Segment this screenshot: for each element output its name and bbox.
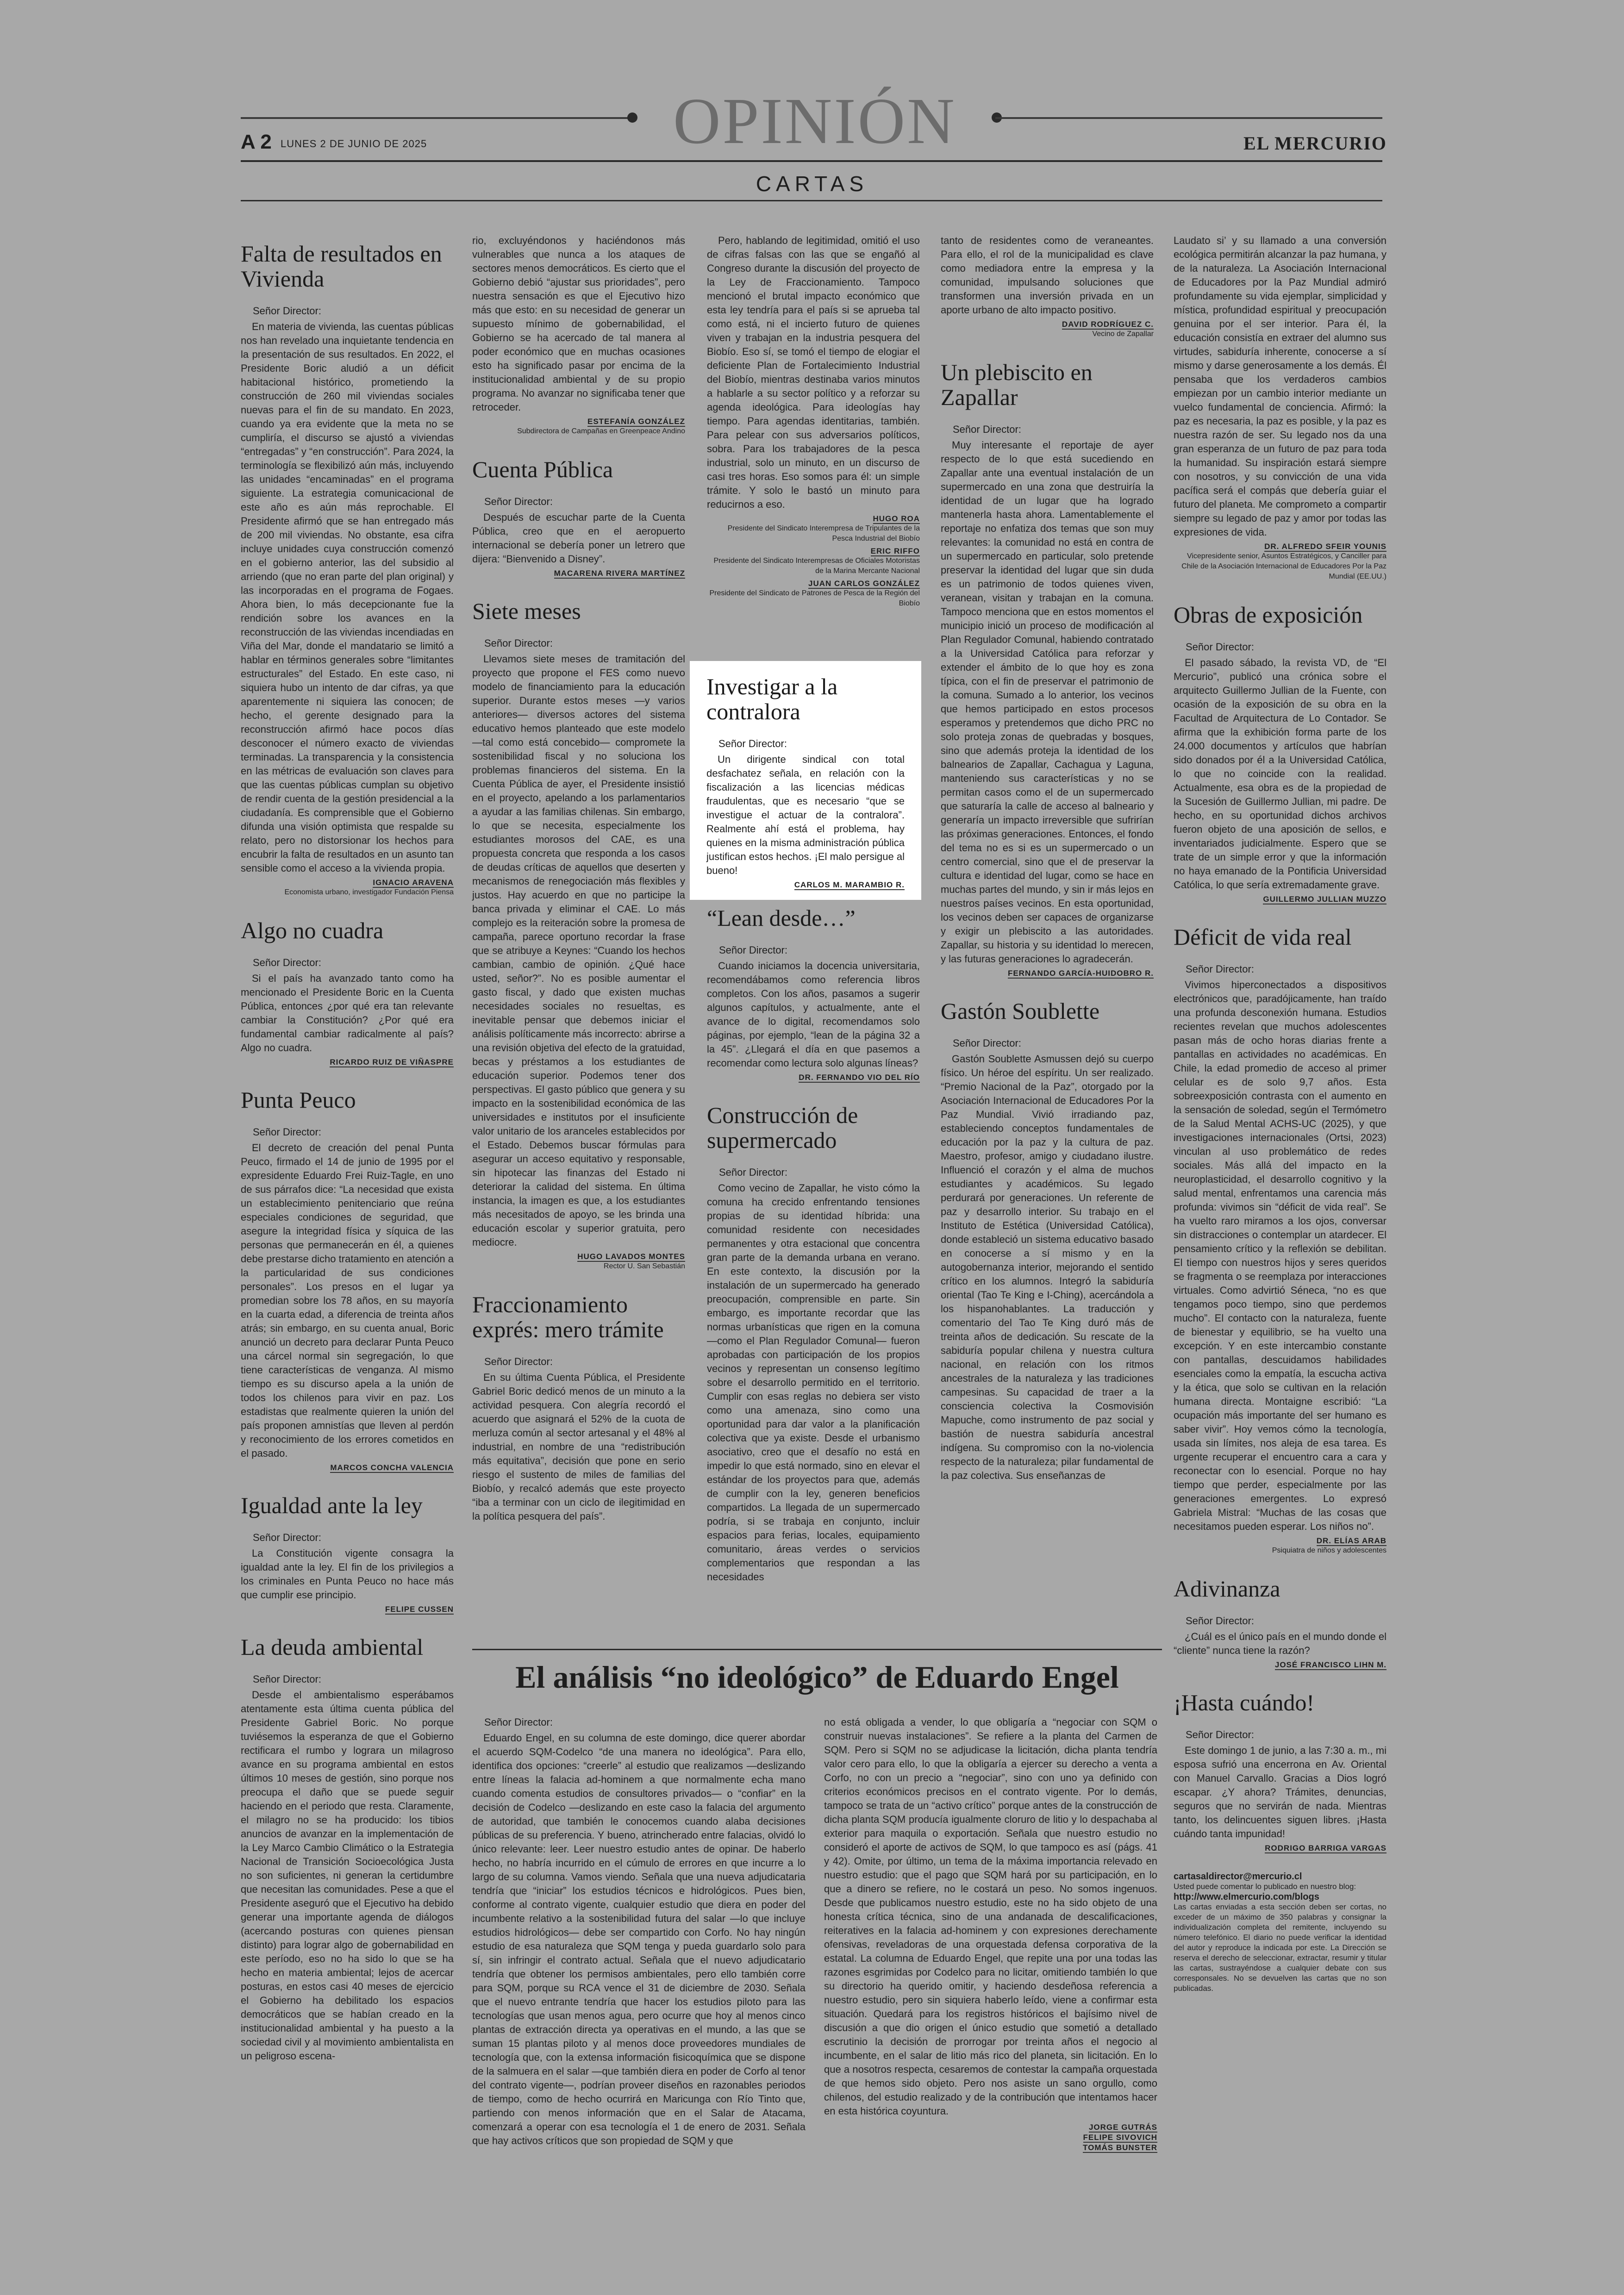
header-rule-left	[241, 117, 632, 119]
letter-salutation: Señor Director:	[253, 1673, 321, 1685]
column-1	[241, 234, 454, 2063]
letter-siete-meses	[472, 599, 685, 1272]
letter-punta-peuco	[241, 1087, 454, 1472]
letter-gaston-soublette	[941, 998, 1154, 1483]
letter-salutation: Señor Director:	[1186, 963, 1254, 975]
letter-body: Como vecino de Zapallar, he visto cómo la comuna ha crecido enfrentando tensiones propias de su identidad híbrida: una comunidad residente con necesidades permanentes y otra estacional que concentra gran parte de la demanda urbana en verano. En este contexto, la discusión por la instalación de un supermercado ha generado preocupación, comprensible en parte. Sin embargo, es importante recordar que las normas urbanísticas que rigen en la comuna —como el Plan Regulador Comunal— fueron aprobadas con participación de los propios vecinos y representan un consenso legítimo sobre el desarrollo permitido en el territorio. Cumplir con esas reglas no debiera ser visto como una amenaza, sino como una oportunidad para dar valor a la planificación colectiva que ya existe. Desde el urbanismo asociativo, creo que el desafío no está en impedir lo que está normado, sino en elevar el estándar de los proyectos para que, además de cumplir con la ley, generen beneficios compartidos. La llegada de un supermercado podría, si se trabaja en conjunto, incluir espacios para ferias, locales, equipamiento comunitario, áreas verdes o servicios complementarios que respondan a las necesidades	[707, 1182, 920, 1583]
letter-title: Cuenta Pública	[472, 456, 613, 482]
letter-affiliation: Vecino de Zapallar	[1092, 330, 1154, 338]
letter-signature: DAVID RODRÍGUEZ C.	[1062, 320, 1154, 329]
letter-title: Investigar a la contralora	[706, 674, 838, 724]
letter-title: Falta de resultados en Vivienda	[241, 241, 442, 292]
letter-salutation: Señor Director:	[484, 496, 553, 507]
letter-signature: HUGO LAVADOS MONTES	[577, 1252, 685, 1261]
editorial-divider	[472, 1649, 1162, 1650]
letter-body: Laudato si’ y su llamado a una conversión ecológica permitirán alcanzar la paz humana, y de la naturaleza. La Asociación Internacional de Educadores por la Paz Mundial admiró profundamente su vida ejemplar, simplicidad y mística, profundidad espiritual y preocupación genuina por el ser interior. Para él, la educación consistía en extraer del alumno sus virtudes, sabiduría inherente, conocerse a sí mismo y darse generosamente a los demás. Él pensaba que los verdaderos cambios empiezan por un cambio interior mediante un vuelco fundamental de conciencia. Afirmó: la paz es necesaria, la paz es posible, y la paz es nuestra razón de ser. Su legado nos da una gran esperanza de un futuro de paz para toda la humanidad. Su inspiración estará siempre con nosotros, y su convicción de una vida pacífica será el compás que debería guiar el futuro del planeta. Me comprometo a compartir siempre su legado de paz y amor por todas las expresiones de vida.	[1174, 235, 1387, 538]
letter-salutation: Señor Director:	[719, 944, 787, 956]
letter-body: Llevamos siete meses de tramitación del proyecto que propone el FES como nuevo modelo de financiamiento para la educación superior. Durante estos meses —y varios anteriores— diversos actores del sistema educativo hemos planteado que este modelo —tal como está concebido— compromete la sostenibilidad fiscal y no soluciona los problemas financieros del sistema. En la Cuenta Pública de ayer, el Presidente insistió en el proyecto, apelando a los parlamentarios a ayudar a las familias chilenas. Sin embargo, lo que se necesita, especialmente los estudiantes morosos del CAE, es una propuesta concreta que responda a los casos de deudas críticas de aquellos que deserten y mecanismos de renegociación más flexibles y justos. Hay acuerdo en que no participe la banca privada y eliminar el CAE. Lo más complejo es la reiteración sobre la promesa de campaña, parece oportuno recordar la frase que se atribuye a Keynes: “Cuando los hechos cambian, cambio de opinión. ¿Qué hace usted, señor?”. No es posible aumentar el gasto fiscal, y dado que existen muchas necesidades sociales no resueltas, es inevitable pensar que debemos iniciar el análisis políticamente más incorrecto: abrirse a una revisión objetiva del efecto de la gratuidad, becas y préstamos a los estudiantes de educación superior. Podemos tener dos perspectivas. El gasto público que genera y su impacto en la sostenibilidad económica de las universidades e institutos por el insuficiente valor unitario de los aranceles establecidos por el Estado. Debemos buscar fórmulas para asegurar un acceso equitativo y responsable, sin hipotecar las finanzas del Estado ni deteriorar la calidad del sistema. En última instancia, la imagen es que, a los estudiantes más necesitados de apoyo, se les brinda una educación escolar y superior gratuita, pero mediocre.	[472, 653, 685, 1248]
letter-salutation: Señor Director:	[1186, 641, 1254, 653]
letter-salutation: Señor Director:	[253, 1532, 321, 1543]
letter-salutation: Señor Director:	[484, 637, 553, 649]
letter-gaston-continued	[1174, 234, 1387, 582]
letter-affiliation: Presidente del Sindicato Interempresas de Oficiales Motoristas de la Marina Mercante Nacional	[713, 557, 920, 575]
letter-adivinanza	[1174, 1576, 1387, 1670]
letter-body: Pero, hablando de legitimidad, omitió el uso de cifras falsas con las que se engañó al Congreso durante la discusión del proyecto de la Ley de Fraccionamiento. Tampoco mencionó el brutal impacto económico que esta ley tendría para el país si se aprueba tal como está, ni el incierto futuro de quienes viven y trabajan en la industria pesquera del Biobío. Eso sí, se tomó el tiempo de elogiar el deficiente Plan de Fortalecimiento Industrial del Biobío, mientras destinaba varios minutos a hablarle a su sector político y a reforzar su agenda ideológica. Para ideologías hay tiempo. Para agendas identitarias, también. Para pelear con sus adversarios políticos, sobra. Para los trabajadores de la pesca industrial, solo un minuto, en un discurso de casi tres horas. Eso somos para él: un simple trámite. Y solo le bastó un minuto para reducirnos a eso.	[707, 235, 920, 510]
header-divider	[241, 160, 1382, 162]
letter-igualdad	[241, 1493, 454, 1614]
letter-obras-exposicion	[1174, 602, 1387, 904]
letter-title: Un plebiscito en Zapallar	[941, 359, 1093, 410]
letter-signature: MARCOS CONCHA VALENCIA	[330, 1463, 454, 1472]
letter-signature: ERIC RIFFO	[870, 547, 920, 555]
letter-deficit-vida-real	[1174, 924, 1387, 1556]
letter-body: Cuando iniciamos la docencia universitaria, recomendábamos como referencia libros completos. Con los años, pasamos a sugerir algunos capítulos, y actualmente, ante el avance de lo digital, recomendamos solo páginas, por ejemplo, “lean de la página 32 a la 45”. ¿Llegará el día en que pasemos a recomendar como lectura solo algunas líneas?	[707, 960, 920, 1069]
letter-title: Obras de exposición	[1174, 602, 1363, 628]
letter-deuda-ambiental	[241, 1634, 454, 2063]
letter-title: Gastón Soublette	[941, 998, 1100, 1024]
letter-salutation: Señor Director:	[1186, 1729, 1254, 1740]
letter-title: Fraccionamiento exprés: mero trámite	[472, 1291, 664, 1342]
letter-body: Este domingo 1 de junio, a las 7:30 a. m., mi esposa sufrió una encerrona en Av. Oriental con Manuel Carvallo. Gracias a Dios logró escapar. ¿Y ahora? Trámites, denuncias, seguros que no servirán de nada. Mientras tanto, los delincuentes siguen libres. ¡Hasta cuándo tanta impunidad!	[1174, 1745, 1387, 1840]
letter-title: La deuda ambiental	[241, 1634, 424, 1660]
letter-affiliation: Rector U. San Sebastián	[603, 1262, 685, 1270]
letter-supermercado-continued	[941, 234, 1154, 339]
letter-title: ¡Hasta cuándo!	[1174, 1690, 1315, 1715]
contact-box	[1174, 1871, 1387, 1994]
contact-rules: Las cartas enviadas a esta sección deben ser cortas, no exceder de un máximo de 350 palabras y consignar la individualización completa del remitente, incluyendo su número telefónico. El diario no puede verificar la identidad del autor y reproduce la indicada por este. La Dirección se reserva el derecho de seleccionar, extractar, resumir y titular las cartas, sustrayéndose a cualquier debate con sus corresponsales. No se devuelven las cartas que no son publicadas.	[1174, 1902, 1387, 1993]
letter-body: Muy interesante el reportaje de ayer respecto de lo que está sucediendo en Zapallar ante una eventual instalación de un supermercado en una zona que destruiría la identidad de un lugar que ha logrado mantenerla hasta ahora. Lamentablemente el reportaje no enfatiza dos temas que son muy relevantes: la comunidad no está en contra de un supermercado en particular, solo pretende preservar la identidad del lugar que sin duda es un patrimonio de todos quienes viven, veranean, visitan y trabajan en la comuna. Tampoco menciona que en estos momentos el municipio inició un proceso de modificación al Plan Regulador Comunal, habiendo contratado a la Universidad Católica para reforzar y extender el ámbito de lo que hoy es zona típica, con el fin de preservar el patrimonio de la comuna. Sumado a lo anterior, los vecinos que hemos participado en estos procesos esperamos y pretendemos que dicho PRC no solo proteja zonas de quebradas y bosques, sino que además proteja la identidad de los balnearios de Zapallar, Cachagua y Laguna, manteniendo sus características y no se permitan casos como el de un supermercado que saturaría la calle de acceso al balneario y generaría un impacto irreversible que sufrirían las próximas generaciones. Entonces, el fondo del tema no es si es un supermercado o un centro comercial, sino que el de preservar la cultura e identidad del lugar, como se hace en muchas partes del mundo, y sin ir más lejos en nuestros países vecinos. En esta oportunidad, los vecinos deben ser capaces de organizarse y exigir un plebiscito a las autoridades. Zapallar, su historia y su identidad lo merecen, y las futuras generaciones lo agradecerán.	[941, 439, 1154, 965]
letter-salutation: Señor Director:	[718, 738, 787, 749]
letter-body: La Constitución vigente consagra la igualdad ante la ley. El fin de los privilegios a los criminales en Punta Peuco no hace más que cumplir ese principio.	[241, 1547, 454, 1601]
letter-body: rio, excluyéndonos y haciéndonos más vulnerables que nunca a los ataques de sectores menos democráticos. Es cierto que el Gobierno debió “ajustar sus prioridades”, pero nuestra sensación es que el Ejecutivo hizo más que esto: en su necesidad de generar un supuesto mínimo de gobernabilidad, el Gobierno se ha acercado de tal manera al poder económico que en muchas ocasiones esto ha significado pasar por encima de la institucionalidad ambiental y de su propio programa. No avanzar no significaba tener que retroceder.	[472, 235, 685, 413]
letter-lean-desde	[707, 905, 920, 1082]
letter-salutation: Señor Director:	[719, 1166, 787, 1178]
contact-blog-link[interactable]: http://www.elmercurio.com/blogs	[1174, 1892, 1319, 1902]
letter-signature: DR. ALFREDO SFEIR YOUNIS	[1264, 542, 1387, 551]
letter-body: El pasado sábado, la revista VD, de “El Mercurio”, publicó una crónica sobre el arquitecto Guillermo Jullian de la Fuente, con ocasión de la exposición de su obra en la Facultad de Arquitectura de Lo Contador. Se afirma que la exhibición forma parte de los 24.000 documentos y artículos que habrían sido donados por él a la Universidad Católica, lo que no coincide con la realidad. Actualmente, esa obra es de la propiedad de la Sucesión de Guillermo Jullian, mi padre. De hecho, en su oportunidad dichos archivos fueron objeto de una aposición de sellos, e inventariados judicialmente. Espero que se trate de un simple error y que la información no haya emanado de la Pontificia Universidad Católica, lo que sería extremadamente grave.	[1174, 657, 1387, 891]
editorial-column-left	[472, 1715, 806, 2148]
letter-body: no está obligada a vender, lo que obligaría a “negociar con SQM o construir nuevas instalaciones”. Se refiere a la planta del Carmen de SQM. Pero si SQM no se adjudicase la licitación, dicha planta tendría valor cero para ello, lo que la obligaría a ejercer su derecho a venta a Corfo, no con un precio a “negociar”, sino con uno ya definido con criterios económicos precisos en el contrato vigente. Por lo demás, tampoco se trata de un “activo crítico” porque antes de la construcción de dicha planta SQM producía igualmente cloruro de litio y lo despachaba al exterior para maquila o exportación. Señala que nuestro estudio no consideró el aporte de activos de SQM, lo que tampoco es así (págs. 41 y 42). Omite, por último, un tema de la máxima importancia relevado en nuestro estudio: que el pago que SQM hará por su participación, en lo que a dinero se refiere, no le costará un peso. No somos ingenuos. Desde que publicamos nuestro estudio, este no ha sido objeto de una honesta crítica técnica, sino de una andanada de descalificaciones, reiteratives en la falacia ad-hominem y con expresiones derechamente ofensivas, reveladoras de una orquestada defensa corporativa de la estatal. La columna de Eduardo Engel, que repite una por una todas las razones esgrimidas por Codelco para no licitar, omitiendo también lo que su directorio ha querido omitir, y haciendo desdeñosa referencia a nuestro estudio, pero sin siquiera haberlo leído, viene a confirmar esta situación. Quedará para los registros históricos el bajísimo nivel de discusión a que dio origen el único estudio que sometió a detallado escrutinio la decisión de prorrogar por treinta años el negocio al incumbente, en el salar de litio más rico del planeta, sin licitación. En lo que a nosotros respecta, cesaremos de contestar la campaña orquestada de que hemos sido objeto. Pero nos asiste un sano orgullo, como chilenos, del estudio realizado y de la contribución que intentamos hacer en esta histórica coyuntura.	[824, 1716, 1157, 2117]
letter-affiliation: Psiquiatra de niños y adolescentes	[1272, 1547, 1387, 1554]
letter-fraccionamiento-continued	[707, 234, 920, 609]
letter-signature: ESTEFANÍA GONZÁLEZ	[587, 417, 685, 426]
letter-body: En materia de vivienda, las cuentas públicas nos han revelado una inquietante tendencia en la presentación de sus resultados. En 2022, el Presidente Boric aludió a un déficit habitacional histórico, prometiendo la construcción de 260 mil viviendas sociales nuevas para el fin de su mandato. En 2023, cuando ya era evidente que la meta no se cumpliría, el discurso se ajustó a viviendas “entregadas” y “en construcción”. Para 2024, la terminología se flexibilizó aún más, incluyendo las unidades “encaminadas” en el programa siguiente. La estrategia comunicacional de este año es aún más reprochable. El Presidente afirmó que se han entregado más de 200 mil viviendas. No obstante, esa cifra incluye unidades cuya construcción comenzó en el gobierno anterior, las del subsidio al arriendo (que no eran parte del plan original) y las incorporadas en el programa de Fogaes. Ahora bien, lo más decepcionante fue la rendición sobre los avances en la reconstrucción de las viviendas incendiadas en Viña del Mar, donde el mandatario se limitó a hablar en términos generales sobre “limitantes estructurales” del Estado. En este caso, ni siquiera hubo un intento de dar cifras, ya que aparentemente ni siquiera las conocen; de hecho, el gerente designado para la reconstrucción afirmó hace pocos días desconocer el número exacto de viviendas terminadas. La transparencia y la consistencia en las métricas de evaluación son claves para que las cuentas públicas cumplan su objetivo de rendir cuenta de la gestión presidencial a la ciudadanía. Es comprensible que el Gobierno difunda una visión optimista que respalde su relato, pero no distorsionar los hechos para encubrir la falta de resultados en un asunto tan sensible como el acceso a la vivienda propia.	[241, 321, 454, 874]
letter-salutation: Señor Director:	[484, 1356, 553, 1367]
letter-hasta-cuando	[1174, 1690, 1387, 1853]
letter-body: Después de escuchar parte de la Cuenta Pública, creo que en el aeropuerto internacional se debería poner un letrero que dijera: “Bienvenido a Disney”.	[472, 511, 685, 565]
header-rule-right	[995, 117, 1382, 119]
letter-signature: HUGO ROA	[873, 514, 920, 523]
letter-algo-no-cuadra	[241, 918, 454, 1067]
letter-supermercado	[707, 1103, 920, 1584]
letter-salutation: Señor Director:	[253, 1126, 321, 1138]
contact-email[interactable]: cartasaldirector@mercurio.cl	[1174, 1871, 1302, 1882]
letter-title: Algo no cuadra	[241, 917, 384, 943]
column-2	[472, 234, 685, 1523]
letter-vivienda	[241, 241, 454, 898]
letter-salutation: Señor Director:	[253, 305, 321, 317]
letter-signature: DR. ELÍAS ARAB	[1316, 1536, 1387, 1545]
letter-signature: RODRIGO BARRIGA VARGAS	[1265, 1844, 1387, 1852]
letter-signature: TOMÁS BUNSTER	[1083, 2143, 1157, 2152]
letter-body: Si el país ha avanzado tanto como ha mencionado el Presidente Boric en la Cuenta Pública, entonces ¿por qué era tan relevante cambiar la Constitución? ¿Por qué era fundamental cambiar radicalmente al país? Algo no cuadra.	[241, 973, 454, 1054]
letter-body: Un dirigente sindical con total desfachatez señala, en relación con la fiscalización a las licencias médicas fraudulentas, que es necesario “que se investigue el actuar de la contralora”. Realmente ahí está el problema, hay quienes en la misma administración pública justifican estos hechos. ¡El malo persigue al bueno!	[706, 754, 905, 876]
letter-title: “Lean desde…”	[707, 905, 856, 931]
page-number: A 2	[241, 131, 272, 153]
column-5	[1174, 234, 1387, 1994]
editorial-column-right	[824, 1715, 1157, 2152]
contact-blog-note: Usted puede comentar lo publicado en nuestro blog:	[1174, 1882, 1356, 1891]
letter-title: Déficit de vida real	[1174, 924, 1352, 950]
column-3	[707, 234, 920, 629]
letter-signature: JORGE GUTRÁS	[1088, 2123, 1157, 2132]
letter-affiliation: Economista urbano, investigador Fundación Piensa	[284, 888, 454, 896]
letter-cuenta-publica	[472, 457, 685, 578]
letter-signature: MACARENA RIVERA MARTÍNEZ	[554, 569, 685, 578]
letter-title: Siete meses	[472, 598, 581, 624]
letter-affiliation: Vicepresidente senior, Asuntos Estratégicos, y Canciller para Chile de la Asociación Internacional de Educadores Por la Paz Mundial (EE.UU.)	[1181, 552, 1387, 580]
letter-salutation: Señor Director:	[484, 1716, 553, 1728]
header-divider	[241, 200, 1382, 201]
letter-body: En su última Cuenta Pública, el Presidente Gabriel Boric dedicó menos de un minuto a la actividad pesquera. Con alegría recordó el acuerdo que asignará el 52% de la cuota de merluza común al sector artesanal y el 48% al industrial, en nombre de una “redistribución más equitativa”, decisión que pone en serio riesgo el sustento de miles de familias del Biobío, y recalcó además que este proyecto “iba a terminar con un ciclo de ilegitimidad en la política pesquera del país”.	[472, 1372, 685, 1522]
letter-fraccionamiento	[472, 1292, 685, 1523]
letter-body: El decreto de creación del penal Punta Peuco, firmado el 14 de junio de 1995 por el expresidente Eduardo Frei Ruiz-Tagle, en uno de sus párrafos dice: “La necesidad que exista un establecimiento penitenciario que reúna especiales condiciones de seguridad, que asegure la integridad física y síquica de las personas que permanecerán en él, a quienes debe prestarse dicho tratamiento en atención a la particularidad de sus condiciones personales”. Los presos en el lugar ya promedian sobre los 78 años, en su mayoría en la cuarta edad, a diferencia de treinta años atrás; sin embargo, en su cuenta anual, Boric anunció un decreto para declarar Punta Peuco una cárcel normal sin segregación, lo que tiene características de venganza. Al mismo tiempo es su discurso apela a la unión de todos los chilenos para vivir en paz. Los estadistas que realmente quieren la unión del país proponen amnistías que lleven al perdón y reconocimiento de los errores cometidos en el pasado.	[241, 1142, 454, 1459]
letter-signature: CARLOS M. MARAMBIO R.	[794, 880, 905, 889]
letter-body: Eduardo Engel, en su columna de este domingo, dice querer abordar el acuerdo SQM-Codelco “de una manera no ideológica”. Para ello, identifica dos opciones: “creerle” al estudio que realizamos —deslizando entre líneas la falacia ad-hominem a que normalmente echa mano cuando comenta estudios de consultores privados— o “confiar” en la decisión de Codelco —deslizando en este caso la falacia del argumento de autoridad, que también le conocemos cuando alaba decisiones públicas de su preferencia. Y bueno, atrincherado entre falacias, olvidó lo único relevante: leer. Leer nuestro estudio antes de opinar. De haberlo hecho, no habría incurrido en el cúmulo de errores en que incurre a lo largo de su columna. Vamos viendo. Señala que una nueva adjudicataria tendría que “iniciar” los estudios técnicos e hidrológicos. Pues bien, conforme al contrato vigente, cualquier estudio que diera en poder del incumbente relativo a la sostenibilidad futura del salar —lo que incluye estudios hidrológicos— debe ser compartido con Corfo. No hay ningún estudio de esa naturaleza que SQM tenga y pueda guardarlo solo para sí, sin infringir el contrato actual. Señala que el nuevo adjudicatario tendría que obtener los permisos ambientales, pero ello también corre para SQM, porque su RCA vence el 31 de diciembre de 2030. Señala que el nuevo entrante tendría que hacer los estudios piloto para las tecnologías que usan menos agua, pero ocurre que hoy al menos cinco plantas de extracción directa ya operativas en el mundo, a las que se suman 15 plantas piloto y al menos doce proveedores mundiales de tecnología que, con la extensa información fisicoquímica que se dispone de la salmuera en el salar —que también diera en poder de Corfo al tenor del contrato vigente—, podrían proveer diseños en razonables periodos de tiempo, como de hecho ocurrirá en Maricunga con Río Tinto que, partiendo con menos información que en el Salar de Atacama, comenzará a operar con esa tecnología el 1 de enero de 2031. Señala que hay activos críticos que son propiedad de SQM y que	[472, 1732, 806, 2146]
highlighted-letter-box	[690, 661, 921, 900]
letter-salutation: Señor Director:	[1186, 1615, 1254, 1627]
letter-signature: FELIPE CUSSEN	[385, 1605, 454, 1614]
letter-signature: JUAN CARLOS GONZÁLEZ	[808, 579, 920, 588]
column-4	[941, 234, 1154, 1483]
letter-title: Construcción de supermercado	[707, 1102, 858, 1153]
letter-signature: GUILLERMO JULLIAN MUZZO	[1263, 895, 1387, 904]
section-label: CARTAS	[756, 172, 868, 196]
letter-signature: FERNANDO GARCÍA-HUIDOBRO R.	[1007, 969, 1154, 978]
letter-signature: IGNACIO ARAVENA	[373, 878, 454, 887]
letter-body: tanto de residentes como de veraneantes. Para ello, el rol de la municipalidad es clave como mediadora entre la empresa y la comunidad, impulsando soluciones que transformen una inversión privada en un aporte urbano de alto impacto positivo.	[941, 235, 1154, 316]
letter-salutation: Señor Director:	[953, 1037, 1021, 1049]
letter-affiliation: Presidente del Sindicato Interempresa de Tripulantes de la Pesca Industrial del Biobío	[727, 524, 920, 543]
letter-body: Gastón Soublette Asmussen dejó su cuerpo físico. Un héroe del espíritu. Un ser realizado. “Premio Nacional de la Paz”, otorgado por la Asociación Internacional de Educadores Por la Paz Mundial. Vivió irradiando paz, estableciendo conceptos fundamentales de educación por la paz y la cultura de paz. Maestro, profesor, amigo y ciudadano ilustre. Influenció el corazón y el alma de muchos estudiantes y académicos. Su legado perdurará por generaciones. Un referente de paz y desarrollo interior. Su trabajo en el Instituto de Estética (Universidad Católica), donde estableció un sistema educativo basado en conocerse a sí mismo y en la autogobernanza interior, mejorando el sentido crítico en los alumnos. Integró la sabiduría oriental (Tao Te King e I-Ching), acercándola a los hispanohablantes. La traducción y comentario del Tao Te King duró más de treinta años de dedicación. Su rescate de la sabiduría popular chilena y nuestra cultura nacional, en relación con los ritmos ancestrales de la naturaleza y las tradiciones campesinas. Su capacidad de traer a la consciencia colectiva la Cosmovisión Mapuche, como instrumento de paz social y bastión de nuestra sabiduría ancestral indígena. Su compromiso con la no-violencia respecto de la naturaleza; pilar fundamental de la paz colectiva. Sus enseñanzas de	[941, 1053, 1154, 1481]
letter-signature: RICARDO RUIZ DE VIÑASPRE	[330, 1058, 454, 1066]
letter-body: Vivimos hiperconectados a dispositivos electrónicos que, paradójicamente, han traído una profunda desconexión humana. Estudios recientes revelan que muchos adolescentes pasan más de ocho horas diarias frente a pantallas en actividades no académicas. En Chile, la edad promedio de acceso al primer celular es de solo 9,7 años. Esta sobreexposición contrasta con el aumento en la sensación de soledad, según el Termómetro de la Salud Mental ACHS-UC (2025), y que investigaciones internacionales (Ortsi, 2023) vinculan al uso problemático de redes sociales. Más allá del impacto en la neuroplasticidad, el desarrollo cognitivo y la salud mental, enfrentamos una carencia más profunda: vivimos sin “déficit de vida real”. Se ha vuelto raro miramos a los ojos, conversar sin distracciones o contemplar un atardecer. El pensamiento crítico y la reflexión se debilitan. El tiempo con nuestros hijos y seres queridos se fragmenta o se reemplaza por interacciones virtuales. Como advirtió Séneca, “no es que tengamos poco tiempo, sino que perdemos mucho”. El contacto con la naturaleza, fuente de bienestar y equilibrio, se ha vuelto una excepción. Y en este intercambio constante con pantallas, descuidamos habilidades esenciales como la empatía, la escucha activa y la ética, que solo se cultivan en la relación humana directa. Montaigne escribió: “La ocupación más importante del ser humano es saber vivir”. Hoy vemos cómo la tecnología, usada sin límites, nos aleja de esa tarea. Es urgente recuperar el encuentro cara a cara y reconectar con lo esencial. Porque no hay tiempo que perder, especialmente por las generaciones emergentes. Lo expresó Gabriela Mistral: “Muchas de las cosas que necesitamos pueden esperar. Los niños no”.	[1174, 979, 1387, 1532]
letter-plebiscito	[941, 360, 1154, 978]
editorial-title: El análisis “no ideológico” de Eduardo Engel	[515, 1659, 1119, 1695]
letter-title: Adivinanza	[1174, 1576, 1280, 1602]
letter-body: ¿Cuál es el único país en el mundo donde el “cliente” nunca tiene la razón?	[1174, 1631, 1387, 1656]
letter-signature: DR. FERNANDO VIO DEL RÍO	[799, 1073, 920, 1082]
header-ornament-dot	[627, 112, 637, 123]
issue-date: LUNES 2 DE JUNIO DE 2025	[281, 138, 427, 150]
letter-signature: JOSÉ FRANCISCO LIHN M.	[1274, 1660, 1387, 1669]
letter-salutation: Señor Director:	[253, 957, 321, 968]
letter-deuda-ambiental-continued	[472, 234, 685, 437]
letter-affiliation: Subdirectora de Campañas en Greenpeace Andino	[517, 427, 685, 435]
letter-affiliation: Presidente del Sindicato de Patrones de Pesca de la Región del Biobío	[709, 589, 920, 607]
letter-salutation: Señor Director:	[953, 424, 1021, 435]
page-title: OPINIÓN	[673, 84, 956, 157]
newspaper-logo: EL MERCURIO	[1243, 133, 1387, 154]
letter-signature: FELIPE SIVOVICH	[1083, 2133, 1157, 2142]
letter-title: Igualdad ante la ley	[241, 1492, 423, 1518]
letter-body: Desde el ambientalismo esperábamos atentamente esta última cuenta pública del Presidente Gabriel Boric. No porque tuviésemos la esperanza de que el Gobierno rectificara el rumbo y lograra un milagroso avance en su programa ambiental en estos últimos 10 meses de gestión, sino porque nos preocupa el daño que se puede seguir haciendo en el periodo que resta. Claramente, el milagro no se ha producido: los tibios anuncios de avanzar en la implementación de la Ley Marco Cambio Climático o la Estrategia Nacional de Transición Socioecológica Justa no son suficientes, ni generan la certidumbre que necesitan las comunidades. Pese a que el Presidente aseguró que el Ejecutivo ha debido generar una importante agenda de diálogos (acercando posturas con quienes piensan distinto) para lograr algo de gobernabilidad en este período, eso no ha sido lo que se ha hecho en materia ambiental; lejos de acercar posturas, en estos casi 40 meses de ejercicio el Gobierno ha debilitado los espacios democráticos que se habían creado en la institucionalidad ambiental y ha puesto a la sociedad civil y al movimiento ambientalista en un peligroso escena-	[241, 1689, 454, 2062]
column-3-lower	[707, 898, 920, 1584]
letter-title: Punta Peuco	[241, 1087, 356, 1113]
